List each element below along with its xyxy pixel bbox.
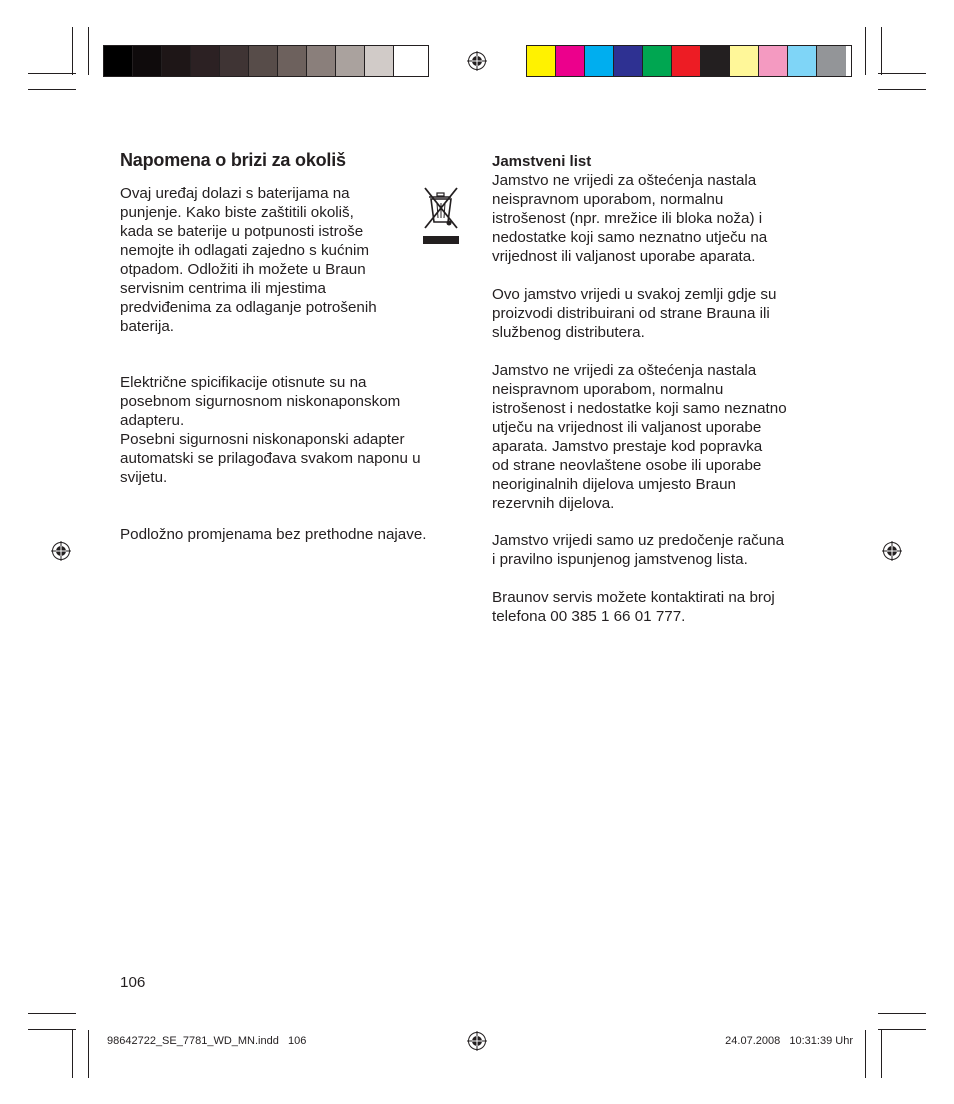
section-title-warranty: Jamstveni list [492,153,592,170]
paragraph-warranty-5: Braunov servis možete kontaktirati na broj telefona 00 385 1 66 01 777. [492,589,775,625]
paragraph-battery-disposal: Ovaj uređaj dolazi s baterijama na punjenje. Kako biste zaštitili okoliš, kada se baterije u potpunosti istroše nemojte ih odlagati zajedno s kućnim otpadom. Odložiti ih možete u Braun servisnim centrima ili mjestima predviđenima za odlaganje potrošenih baterija. [120,185,377,335]
color-swatch [336,46,365,76]
color-swatch [585,46,614,76]
crop-mark [72,1030,73,1078]
color-swatch [307,46,336,76]
color-swatch [220,46,249,76]
page-number: 106 [120,974,146,991]
color-swatch [191,46,220,76]
color-swatch [133,46,162,76]
crop-mark [878,1013,926,1014]
grayscale-color-bar [103,45,429,77]
color-swatch [788,46,817,76]
crop-mark [878,73,926,74]
color-swatch [759,46,788,76]
color-swatch [643,46,672,76]
crop-mark [881,1030,882,1078]
crop-mark [878,89,926,90]
registration-mark-icon [882,541,902,561]
paragraph-subject-to-change: Podložno promjenama bez prethodne najave. [120,526,427,543]
registration-mark-icon [467,1031,487,1051]
color-swatch [365,46,394,76]
color-swatch [104,46,133,76]
crop-mark [28,89,76,90]
registration-mark-icon [467,51,487,71]
color-swatch [394,46,423,76]
crop-mark [88,1030,89,1078]
crop-mark [28,1013,76,1014]
paragraph-warranty-1: Jamstvo ne vrijedi za oštećenja nastala neispravnom uporabom, normalnu istrošenost (npr. mrežice ili bloka noža) i nedostatke koji samo neznatno utječu na vrijednost ili valjanost uporabe aparata. [492,172,768,265]
paragraph-warranty-2: Ovo jamstvo vrijedi u svakoj zemlji gdje su proizvodi distribuirani od strane Brauna ili službenog distributera. [492,286,777,341]
paragraph-electrical-specs: Električne spicifikacije otisnute su na posebnom sigurnosnom niskonaponskom adapteru. Posebni sigurnosni niskonaponski adapter automatski se prilagođava svakom naponu u svijetu. [120,374,421,486]
crop-mark [878,1029,926,1030]
color-swatch [730,46,759,76]
color-swatch [701,46,730,76]
crop-mark [865,1030,866,1078]
crop-mark [28,1029,76,1030]
crossed-out-wheelie-bin-icon [419,184,463,248]
slug-timestamp: 24.07.2008 10:31:39 Uhr [725,1035,853,1047]
paragraph-warranty-4: Jamstvo vrijedi samo uz predočenje računa i pravilno ispunjenog jamstvenog lista. [492,532,785,568]
color-swatch [162,46,191,76]
color-swatch [817,46,846,76]
color-swatch [249,46,278,76]
color-swatch [672,46,701,76]
crop-mark [88,27,89,75]
crop-mark [865,27,866,75]
registration-mark-icon [51,541,71,561]
crop-mark [72,27,73,75]
color-swatch [527,46,556,76]
color-swatch [278,46,307,76]
paragraph-warranty-3: Jamstvo ne vrijedi za oštećenja nastala neispravnom uporabom, normalnu istrošenost i nedostatke koji samo neznatno utječu na vrijednost ili valjanost uporabe aparata. Jamstvo prestaje kod popravka od strane neovlaštene osobe ili uporabe neoriginalnih dijelova umjesto Braun rezervnih dijelova. [492,362,787,512]
color-swatch [614,46,643,76]
crop-mark [28,73,76,74]
process-color-bar [526,45,852,77]
crop-mark [881,27,882,75]
slug-file-name: 98642722_SE_7781_WD_MN.indd 106 [107,1035,307,1047]
section-title-environment: Napomena o brizi za okoliš [120,150,346,170]
color-swatch [556,46,585,76]
